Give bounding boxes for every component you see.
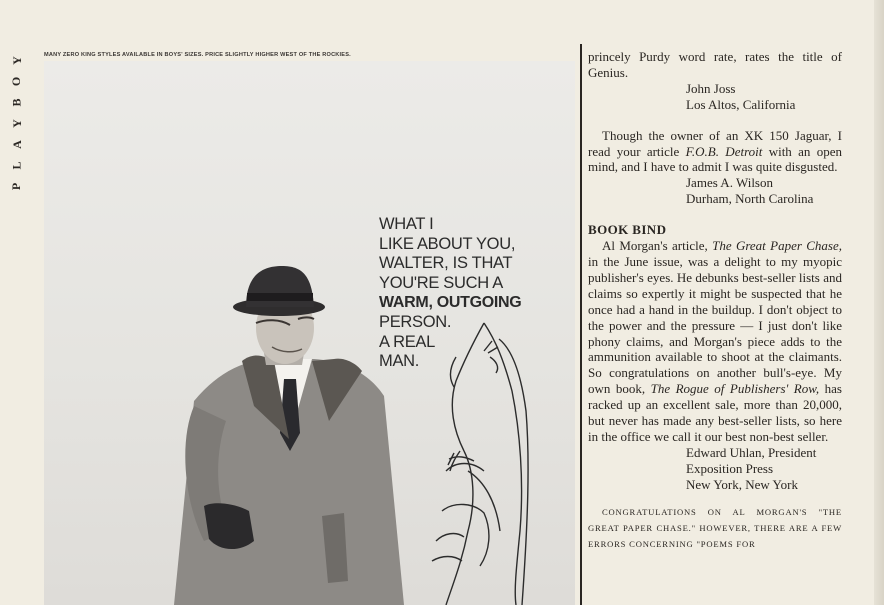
bubble-bold-line: WARM, OUTGOING [379,294,522,312]
bubble-line: WALTER, IS THAT [379,254,513,273]
spine-letter: B [9,98,24,107]
letter-body: Though the owner of an XK 150 Jaguar, I read your article F.O.B. Detroit with an open mind, and I have to admit I was quite disgusted. [588,127,842,175]
letter-body: princely Purdy word rate, rates the title of Genius. [588,49,842,80]
section-heading: BOOK BIND [588,222,667,238]
bubble-line: LIKE ABOUT YOU, [379,234,516,253]
letter-body: Al Morgan's article, The Great Paper Chase, in the June issue, was a delight to my myopic publisher's eyes. He debunks best-seller lists and claims so expertly it might be suspected that he once had a hand in the buildup. I don't object to the power and the pressure — I just don't like phony claims, and Morgan's piece adds to the ammunition available to shoot at the claimants. So congratulations on another bull's-eye. My own book, The Rogue of Publishers' Row, has racked up an excellent sale, more than 20,000, but never has made any best-seller lists, so here in the office we call it our best non-best seller. [588,238,842,444]
page-edge [874,0,884,605]
spine-letter: L [9,161,24,170]
letters-column [588,49,842,552]
letter-signature-place: Los Altos, California [686,96,796,112]
letter-signature-name: James A. Wilson [686,175,773,191]
spine-letter: A [9,140,24,149]
letter-body: CONGRATULATIONS ON AL MORGAN'S "THE GREAT PAPER CHASE." HOWEVER, THERE ARE A FEW ERRORS CONCERNING "POEMS FOR [588,506,842,549]
book-title: The Rogue of Publishers' Row, [650,381,820,397]
speech-caption [379,215,569,372]
spine-letter: P [9,182,24,191]
letter-signature-name: John Joss [686,80,736,96]
article-title: F.O.B. Detroit [685,143,763,159]
letter-signature-name: Edward Uhlan, President [686,444,817,460]
letter-signature-place: New York, New York [686,476,798,492]
article-title: The Great Paper Chase, [712,238,842,254]
man-figure [174,266,404,605]
bubble-line: A REAL [379,332,435,351]
column-divider [580,44,582,605]
spine-letter: Y [9,56,24,65]
bubble-line: MAN. [379,352,420,371]
spine-letter: O [9,76,24,87]
letter-signature-place: Durham, North Carolina [686,191,814,207]
bubble-line: WHAT I [379,215,434,233]
spine-letter: Y [9,119,24,128]
bubble-line: PERSON. [379,312,452,331]
ad-caption: MANY ZERO KING STYLES AVAILABLE IN BOYS' SIZES. PRICE SLIGHTLY HIGHER WEST OF THE ROCKIES. [44,52,351,58]
letter-signature-org: Exposition Press [686,460,774,476]
magazine-spine-label [6,50,28,197]
advertisement-photo [44,61,575,605]
bubble-line: YOU'RE SUCH A [379,273,503,292]
